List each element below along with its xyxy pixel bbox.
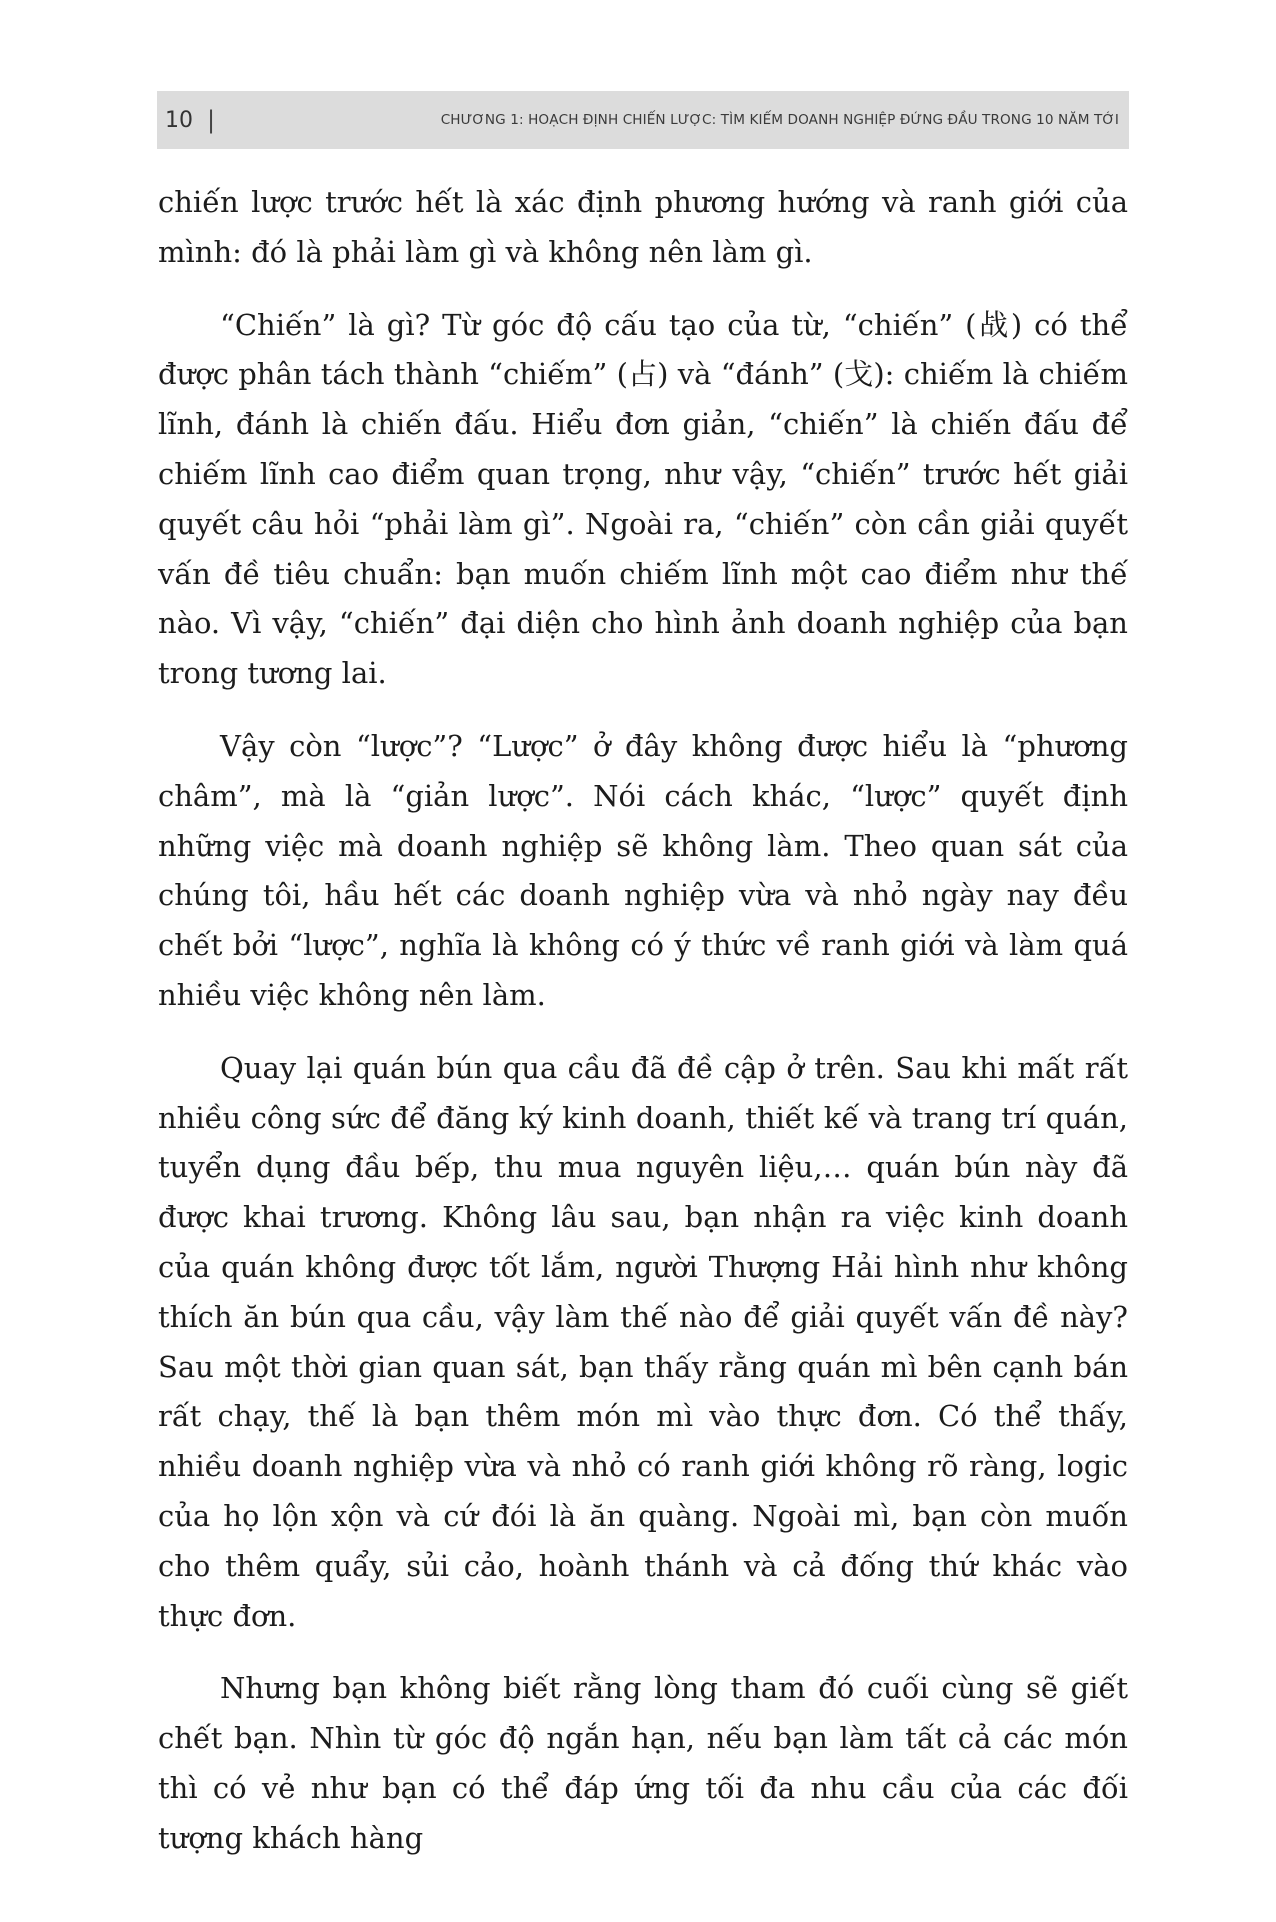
running-header xyxy=(157,91,1129,149)
paragraph-luoc-definition: Vậy còn “lược”? “Lược” ở đây không được hiểu là “phương châm”, mà là “giản lược”. Nói cách khác, “lược” quyết định những việc mà doanh nghiệp sẽ không làm. Theo quan sát của chúng tôi, hầu hết các doanh nghiệp vừa và nhỏ ngày nay đều chết bởi “lược”, nghĩa là không có ý thức về ranh giới và làm quá nhiều việc không nên làm. xyxy=(158,728,1128,1012)
paragraph-noodle-shop-example: Quay lại quán bún qua cầu đã đề cập ở trên. Sau khi mất rất nhiều công sức để đăng ký kinh doanh, thiết kế và trang trí quán, tuyển dụng đầu bếp, thu mua nguyên liệu,… quán bún này đã được khai trương. Không lâu sau, bạn nhận ra việc kinh doanh của quán không được tốt lắm, người Thượng Hải hình như không thích ăn bún qua cầu, vậy làm thế nào để giải quyết vấn đề này? Sau một thời gian quan sát, bạn thấy rằng quán mì bên cạnh bán rất chạy, thế là bạn thêm món mì vào thực đơn. Có thể thấy, nhiều doanh nghiệp vừa và nhỏ có ranh giới không rõ ràng, logic của họ lộn xộn và cứ đói là ăn quàng. Ngoài mì, bạn còn muốn cho thêm quẩy, sủi cảo, hoành thánh và cả đống thứ khác vào thực đơn. xyxy=(158,1050,1128,1633)
paragraph-greed-warning: Nhưng bạn không biết rằng lòng tham đó cuối cùng sẽ giết chết bạn. Nhìn từ góc độ ngắn hạn, nếu bạn làm tất cả các món thì có vẻ như bạn có thể đáp ứng tối đa nhu cầu của các đối tượng khách hàng xyxy=(158,1671,1128,1855)
paragraph-continuation: chiến lược trước hết là xác định phương hướng và ranh giới của mình: đó là phải làm gì và không nên làm gì. xyxy=(158,185,1128,269)
body-text xyxy=(158,178,1128,1887)
paragraph-chien-definition: “Chiến” là gì? Từ góc độ cấu tạo của từ, “chiến” (战) có thể được phân tách thành “chiếm” (占) và “đánh” (戈): chiếm là chiếm lĩnh, đánh là chiến đấu. Hiểu đơn giản, “chiến” là chiến đấu để chiếm lĩnh cao điểm quan trọng, như vậy, “chiến” trước hết giải quyết câu hỏi “phải làm gì”. Ngoài ra, “chiến” còn cần giải quyết vấn đề tiêu chuẩn: bạn muốn chiếm lĩnh một cao điểm như thế nào. Vì vậy, “chiến” đại diện cho hình ảnh doanh nghiệp của bạn trong tương lai. xyxy=(158,307,1128,691)
chapter-title: CHƯƠNG 1: HOẠCH ĐỊNH CHIẾN LƯỢC: TÌM KIẾM DOANH NGHIỆP ĐỨNG ĐẦU TRONG 10 NĂM TỚI xyxy=(440,112,1119,128)
page-number: 10 xyxy=(165,107,193,133)
header-separator: | xyxy=(207,106,216,134)
